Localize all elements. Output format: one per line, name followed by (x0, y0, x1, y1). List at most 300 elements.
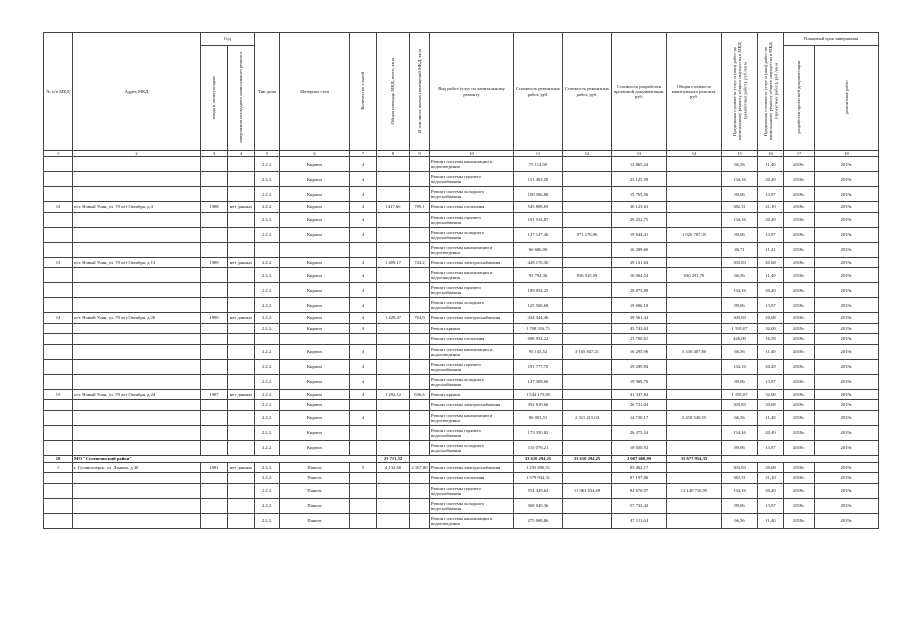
cell-repair-cost-total: 2 311 215,04 (563, 410, 612, 425)
cell-planned-design: 2018г. (784, 440, 815, 455)
cell-year-reconstruction (228, 374, 255, 389)
cell-design-cost: 12 865,24 (612, 157, 667, 172)
cell-total-area: 1 292,12 (377, 389, 410, 400)
cell-repair-cost-total (563, 473, 612, 484)
column-number: 1 (44, 151, 73, 157)
cell-residential-area (410, 359, 430, 374)
cell-total-cost (667, 462, 722, 473)
cell-year-commissioning (201, 334, 228, 345)
cell-repair-cost: 1 708 316,71 (514, 323, 563, 334)
cell-total-area (377, 172, 410, 187)
cell-work-type: Ремонт системы холодного водоснабжения (430, 498, 514, 513)
header-limit-cost-2: Предельная стоимость услуг и (или) работ по капитальному ремонту общего имущества в МКД (проектных работ), руб./кв.м (762, 42, 779, 140)
cell-limit-cost-1: 1 195,07 (722, 389, 758, 400)
cell-planned-design: 2018г. (784, 374, 815, 389)
cell-total-area (377, 359, 410, 374)
cell-floors: 4 (350, 344, 377, 359)
column-number: 10 (430, 151, 514, 157)
header-planned-repair: ремонтных работ (843, 80, 849, 115)
cell-wall-material (280, 334, 350, 345)
cell-address (73, 498, 201, 513)
cell-repair-cost-total (563, 212, 612, 227)
column-number: 5 (255, 151, 280, 157)
cell-year-commissioning (201, 513, 228, 528)
cell-residential-area (410, 227, 430, 242)
cell-repair-cost: 115 076,21 (514, 440, 563, 455)
cell-year-reconstruction: нет данных (228, 202, 255, 213)
cell-residential-area (410, 473, 430, 484)
cell-repair-cost-total: 971 176,96 (563, 227, 612, 242)
cell-planned-design: 2018г. (784, 410, 815, 425)
cell-year-reconstruction (228, 513, 255, 528)
cell-house-type: 2.2.2. (255, 298, 280, 313)
cell-limit-cost-1: 66,56 (722, 410, 758, 425)
cell-year-reconstruction: нет данных (228, 462, 255, 473)
table-body (44, 157, 879, 529)
cell-wall-material: Кирпич (280, 187, 350, 202)
cell-design-cost: 30 123,63 (612, 202, 667, 213)
cell-residential-area (410, 334, 430, 345)
cell-total-cost (667, 242, 722, 257)
cell-planned-repair: 2019г. (815, 202, 879, 213)
cell-total-area (377, 268, 410, 283)
cell-year-commissioning (201, 483, 228, 498)
cell-total-cost (667, 298, 722, 313)
cell-year-reconstruction: нет данных (228, 389, 255, 400)
cell-repair-cost: 125 500,68 (514, 298, 563, 313)
cell-repair-cost-total (563, 298, 612, 313)
cell-planned-repair: 2019г. (815, 227, 879, 242)
table-row (44, 374, 879, 389)
cell-limit-cost-2: 21,10 (758, 473, 784, 484)
cell-total-cost: 1 026 787,35 (667, 227, 722, 242)
cell-work-type: Ремонт системы канализации и водоотведения (430, 513, 514, 528)
table-row (44, 513, 879, 528)
column-number: 2 (73, 151, 201, 157)
cell-limit-cost-2: 13,97 (758, 298, 784, 313)
column-number: 4 (228, 151, 255, 157)
cell-total-area (377, 227, 410, 242)
cell-total-cost (667, 498, 722, 513)
cell-repair-cost: 392 610,66 (514, 400, 563, 411)
cell-no (44, 334, 73, 345)
cell-total-cost (667, 283, 722, 298)
cell-total-area: 4 132,60 (377, 462, 410, 473)
cell-planned-design: 2018г. (784, 187, 815, 202)
column-number: 16 (758, 151, 784, 157)
cell-address (73, 242, 201, 257)
cell-total-cost (667, 334, 722, 345)
cell-limit-cost-2: 20,49 (758, 425, 784, 440)
table-row (44, 344, 879, 359)
cell-total-area (377, 334, 410, 345)
cell-work-type: Ремонт крыши (430, 323, 514, 334)
cell-limit-cost-2: 11,40 (758, 513, 784, 528)
cell-work-type: Ремонт системы электроснабжения (430, 462, 514, 473)
cell-repair-cost: 189 054,25 (514, 283, 563, 298)
cell-address (73, 425, 201, 440)
cell-planned-design: 2018г. (784, 298, 815, 313)
cell-total-area (377, 283, 410, 298)
cell-limit-cost-1: 134,16 (722, 425, 758, 440)
cell-wall-material: Кирпич (280, 257, 350, 268)
cell-address: пгт. Новый Уоян, ул. 70 лет Октября, д.13 (73, 257, 201, 268)
header-total-area: Общая площадь МКД, всего, кв.м (390, 57, 396, 125)
cell-house-type: 2.2.2. (255, 483, 280, 498)
cell-total-cost (667, 157, 722, 172)
cell-limit-cost-2: 20,68 (758, 400, 784, 411)
cell-address (73, 473, 201, 484)
table-row (44, 473, 879, 484)
cell-total-cost: 930 291,76 (667, 268, 722, 283)
cell-total-area (377, 374, 410, 389)
cell-repair-cost-total (563, 425, 612, 440)
summary-empty-cell (722, 455, 879, 462)
cell-address: пгт. Новый Уоян, ул. 70 лет Октября, д.26 (73, 313, 201, 324)
cell-year-commissioning (201, 359, 228, 374)
cell-floors (350, 425, 377, 440)
cell-planned-repair: 2019г. (815, 440, 879, 455)
header-limit-cost-1: Предельная стоимость услуг и (или) работ по капитальному ремонту общего имущества в МКД (ремонтных работ), руб./кв.м (731, 42, 748, 140)
table-row (44, 313, 879, 324)
cell-repair-cost-total (563, 513, 612, 528)
cell-house-type: 2.2.2. (255, 498, 280, 513)
cell-repair-cost-total: 3 165 847,21 (563, 344, 612, 359)
header-work-type: Вид работ/услуг по капитальному ремонту (430, 33, 514, 151)
cell-repair-cost: 151 403,58 (514, 172, 563, 187)
cell-limit-cost-2: 13,97 (758, 187, 784, 202)
cell-repair-cost: 1 255 690,51 (514, 462, 563, 473)
cell-planned-design: 2018г. (784, 202, 815, 213)
cell-limit-cost-2: 20,68 (758, 313, 784, 324)
cell-planned-design: 2018г. (784, 323, 815, 334)
cell-limit-cost-1: 303,83 (722, 313, 758, 324)
cell-address (73, 410, 201, 425)
cell-limit-cost-2: 20,49 (758, 172, 784, 187)
cell-design-cost: 19 944,41 (612, 227, 667, 242)
cell-work-type: Ремонт системы отопления (430, 473, 514, 484)
cell-limit-cost-2: 11,40 (758, 157, 784, 172)
cell-repair-cost-total (563, 323, 612, 334)
cell-total-area (377, 157, 410, 172)
cell-limit-cost-1: 89,06 (722, 440, 758, 455)
cell-repair-cost-total (563, 172, 612, 187)
cell-wall-material: Панель (280, 462, 350, 473)
cell-planned-repair: 2019г. (815, 498, 879, 513)
cell-design-cost: 16 295,96 (612, 344, 667, 359)
cell-planned-repair: 2019г. (815, 374, 879, 389)
cell-work-type: Ремонт системы горячего водоснабжения (430, 483, 514, 498)
cell-planned-repair: 2019г. (815, 462, 879, 473)
cell-planned-design: 2018г. (784, 400, 815, 411)
cell-house-type: 2.2.2. (255, 172, 280, 187)
cell-floors: 4 (350, 212, 377, 227)
capital-repair-table (43, 32, 879, 529)
cell-house-type: 2.2.2. (255, 212, 280, 227)
cell-limit-cost-1: 303,83 (722, 400, 758, 411)
cell-repair-cost-total: 836 525,59 (563, 268, 612, 283)
cell-address (73, 344, 201, 359)
cell-total-area (377, 425, 410, 440)
cell-floors: 4 (350, 323, 377, 334)
table-row (44, 425, 879, 440)
cell-floors (350, 473, 377, 484)
cell-design-cost: 19 686,10 (612, 298, 667, 313)
cell-floors: 4 (350, 202, 377, 213)
cell-year-commissioning (201, 323, 228, 334)
cell-limit-cost-1: 134,16 (722, 283, 758, 298)
cell-planned-repair: 2019г. (815, 298, 879, 313)
cell-design-cost: 41 347,84 (612, 389, 667, 400)
header-wall-material: Материал стен (280, 33, 350, 151)
cell-floors: 4 (350, 359, 377, 374)
cell-floors (350, 483, 377, 498)
cell-repair-cost: 275 068,86 (514, 513, 563, 528)
cell-year-reconstruction (228, 425, 255, 440)
cell-floors (350, 242, 377, 257)
cell-total-cost (667, 440, 722, 455)
cell-year-commissioning (201, 440, 228, 455)
cell-house-type: 2.2.2. (255, 157, 280, 172)
cell-no (44, 410, 73, 425)
cell-limit-cost-2: 13,97 (758, 374, 784, 389)
cell-total-cost (667, 313, 722, 324)
cell-house-type: 2.2.2. (255, 313, 280, 324)
cell-repair-cost: 127 308,60 (514, 374, 563, 389)
cell-address (73, 483, 201, 498)
cell-floors: 4 (350, 187, 377, 202)
cell-repair-cost: 173 350,82 (514, 425, 563, 440)
cell-limit-cost-2: 21,10 (758, 202, 784, 213)
cell-repair-cost-total (563, 202, 612, 213)
cell-year-reconstruction (228, 227, 255, 242)
cell-total-cost (667, 187, 722, 202)
summary-total-cost: 35 677 954,35 (667, 455, 722, 462)
cell-planned-design: 2018г. (784, 389, 815, 400)
cell-no (44, 344, 73, 359)
cell-limit-cost-1: 303,83 (722, 257, 758, 268)
cell-house-type: 2.2.2. (255, 425, 280, 440)
cell-limit-cost-1: 303,83 (722, 462, 758, 473)
cell-no: 14 (44, 313, 73, 324)
cell-planned-design: 2018г. (784, 334, 815, 345)
cell-work-type: Ремонт системы канализации и водоотведения (430, 410, 514, 425)
cell-total-cost (667, 359, 722, 374)
cell-repair-cost-total (563, 157, 612, 172)
cell-limit-cost-2: 20,68 (758, 462, 784, 473)
cell-planned-repair: 2019г. (815, 212, 879, 227)
cell-year-reconstruction (228, 187, 255, 202)
cell-address (73, 400, 201, 411)
cell-repair-cost: 608 934,22 (514, 334, 563, 345)
cell-planned-design: 2018г. (784, 462, 815, 473)
cell-total-area: 1427,66 (377, 202, 410, 213)
cell-limit-cost-1: 134,16 (722, 359, 758, 374)
column-number: 9 (410, 151, 430, 157)
cell-house-type (255, 242, 280, 257)
cell-wall-material: Кирпич (280, 202, 350, 213)
cell-no: 13 (44, 257, 73, 268)
cell-repair-cost: 100 506,88 (514, 187, 563, 202)
cell-work-type: Ремонт системы холодного водоснабжения (430, 298, 514, 313)
cell-residential-area (410, 440, 430, 455)
header-year-reconstruction: завершения последнего капитального ремонта (238, 51, 244, 143)
cell-design-cost: 23 125,58 (612, 172, 667, 187)
cell-year-commissioning: 1989 (201, 257, 228, 268)
cell-limit-cost-1: 89,06 (722, 187, 758, 202)
cell-year-commissioning (201, 298, 228, 313)
cell-total-cost (667, 425, 722, 440)
cell-total-cost: 12 140 710,95 (667, 483, 722, 498)
cell-no (44, 157, 73, 172)
cell-wall-material: Панель (280, 483, 350, 498)
cell-repair-cost: 428 176,30 (514, 257, 563, 268)
cell-limit-cost-1: 382,31 (722, 202, 758, 213)
cell-floors (350, 513, 377, 528)
cell-total-area (377, 473, 410, 484)
cell-house-type (255, 334, 280, 345)
cell-limit-cost-2: 11,40 (758, 344, 784, 359)
cell-planned-design: 2018г. (784, 227, 815, 242)
cell-year-commissioning (201, 374, 228, 389)
cell-total-cost (667, 400, 722, 411)
cell-planned-repair: 2019г. (815, 334, 879, 345)
cell-residential-area (410, 374, 430, 389)
cell-floors: 4 (350, 374, 377, 389)
column-number: 11 (514, 151, 563, 157)
cell-house-type: 2.2.2. (255, 374, 280, 389)
cell-total-cost (667, 212, 722, 227)
cell-planned-design: 2018г. (784, 313, 815, 324)
cell-planned-repair: 2019г. (815, 257, 879, 268)
summary-repair-cost-total: 33 610 294,25 (563, 455, 612, 462)
cell-address (73, 513, 201, 528)
column-number: 3 (201, 151, 228, 157)
cell-year-commissioning: 1990 (201, 313, 228, 324)
cell-planned-design: 2018г. (784, 344, 815, 359)
cell-planned-repair: 2019г. (815, 359, 879, 374)
cell-planned-repair: 2019г. (815, 323, 879, 334)
cell-repair-cost: 1 544 173,85 (514, 389, 563, 400)
cell-house-type: 2.2.2. (255, 344, 280, 359)
table-row (44, 242, 879, 257)
header-house-type: Тип дома (255, 33, 280, 151)
table-row (44, 389, 879, 400)
cell-wall-material: Кирпич (280, 157, 350, 172)
cell-total-area: 1 409,17 (377, 257, 410, 268)
cell-residential-area (410, 344, 430, 359)
cell-residential-area: 743,2 (410, 257, 430, 268)
cell-design-cost: 16 289,60 (612, 242, 667, 257)
cell-design-cost: 26 475,34 (612, 425, 667, 440)
cell-design-cost: 84 676,97 (612, 483, 667, 498)
cell-limit-cost-1: 134,16 (722, 212, 758, 227)
cell-repair-cost-total (563, 242, 612, 257)
cell-no (44, 400, 73, 411)
cell-wall-material: Кирпич (280, 400, 350, 411)
cell-planned-repair: 2019г. (815, 344, 879, 359)
cell-design-cost: 45 743,04 (612, 323, 667, 334)
cell-year-reconstruction: нет данных (228, 313, 255, 324)
cell-total-cost (667, 257, 722, 268)
cell-no (44, 298, 73, 313)
cell-limit-cost-2: 13,97 (758, 498, 784, 513)
cell-repair-cost-total (563, 440, 612, 455)
cell-limit-cost-1: 89,06 (722, 298, 758, 313)
cell-work-type: Ремонт системы горячего водоснабжения (430, 425, 514, 440)
cell-planned-design: 2018г. (784, 425, 815, 440)
table-row (44, 298, 879, 313)
cell-wall-material: Кирпич (280, 313, 350, 324)
cell-repair-cost: 75 114,90 (514, 157, 563, 172)
table-row (44, 323, 879, 334)
cell-design-cost: 57 732,42 (612, 498, 667, 513)
cell-limit-cost-1: 1 195,07 (722, 323, 758, 334)
cell-planned-repair: 2019г. (815, 473, 879, 484)
cell-design-cost: 26 721,04 (612, 400, 667, 411)
cell-planned-repair: 2019г. (815, 513, 879, 528)
cell-year-reconstruction (228, 483, 255, 498)
header-total-cost: Общая стоимость капитального ремонта, руб. (667, 33, 722, 151)
cell-wall-material: Панель (280, 513, 350, 528)
cell-repair-cost: 127 147,40 (514, 227, 563, 242)
cell-address: г. Гусиноозерск, ул. Ленина, д.30 (73, 462, 201, 473)
cell-planned-repair: 2019г. (815, 157, 879, 172)
cell-no (44, 359, 73, 374)
cell-limit-cost-1: 382,31 (722, 473, 758, 484)
cell-year-commissioning (201, 410, 228, 425)
cell-address (73, 374, 201, 389)
cell-work-type: Ремонт системы горячего водоснабжения (430, 212, 514, 227)
cell-wall-material: Кирпич (280, 172, 350, 187)
cell-planned-design: 2018г. (784, 359, 815, 374)
summary-no: 10 (44, 455, 73, 462)
cell-limit-cost-1: 89,06 (722, 227, 758, 242)
cell-planned-repair: 2019г. (815, 425, 879, 440)
cell-limit-cost-1: 134,16 (722, 483, 758, 498)
cell-house-type: 2.2.2. (255, 227, 280, 242)
cell-residential-area (410, 498, 430, 513)
cell-planned-design: 2018г. (784, 473, 815, 484)
cell-year-reconstruction (228, 344, 255, 359)
cell-total-cost (667, 374, 722, 389)
cell-total-cost (667, 473, 722, 484)
cell-residential-area (410, 172, 430, 187)
cell-design-cost: 23 700,61 (612, 334, 667, 345)
cell-total-cost: 2 418 540,55 (667, 410, 722, 425)
cell-wall-material: Кирпич (280, 440, 350, 455)
cell-wall-material: Кирпич (280, 268, 350, 283)
cell-repair-cost-total (563, 313, 612, 324)
table-row (44, 268, 879, 283)
cell-limit-cost-2: 11,40 (758, 268, 784, 283)
cell-work-type: Ремонт системы канализации и водоотведения (430, 157, 514, 172)
cell-wall-material: Кирпич (280, 212, 350, 227)
table-row (44, 498, 879, 513)
cell-no (44, 473, 73, 484)
column-number: 14 (667, 151, 722, 157)
cell-total-area (377, 212, 410, 227)
cell-house-type: 2.2.2. (255, 440, 280, 455)
table-row (44, 483, 879, 498)
cell-no (44, 425, 73, 440)
cell-repair-cost-total (563, 400, 612, 411)
cell-floors (350, 498, 377, 513)
cell-year-commissioning: 1988 (201, 202, 228, 213)
summary-row (44, 455, 879, 462)
cell-repair-cost-total (563, 498, 612, 513)
cell-floors: 4 (350, 157, 377, 172)
